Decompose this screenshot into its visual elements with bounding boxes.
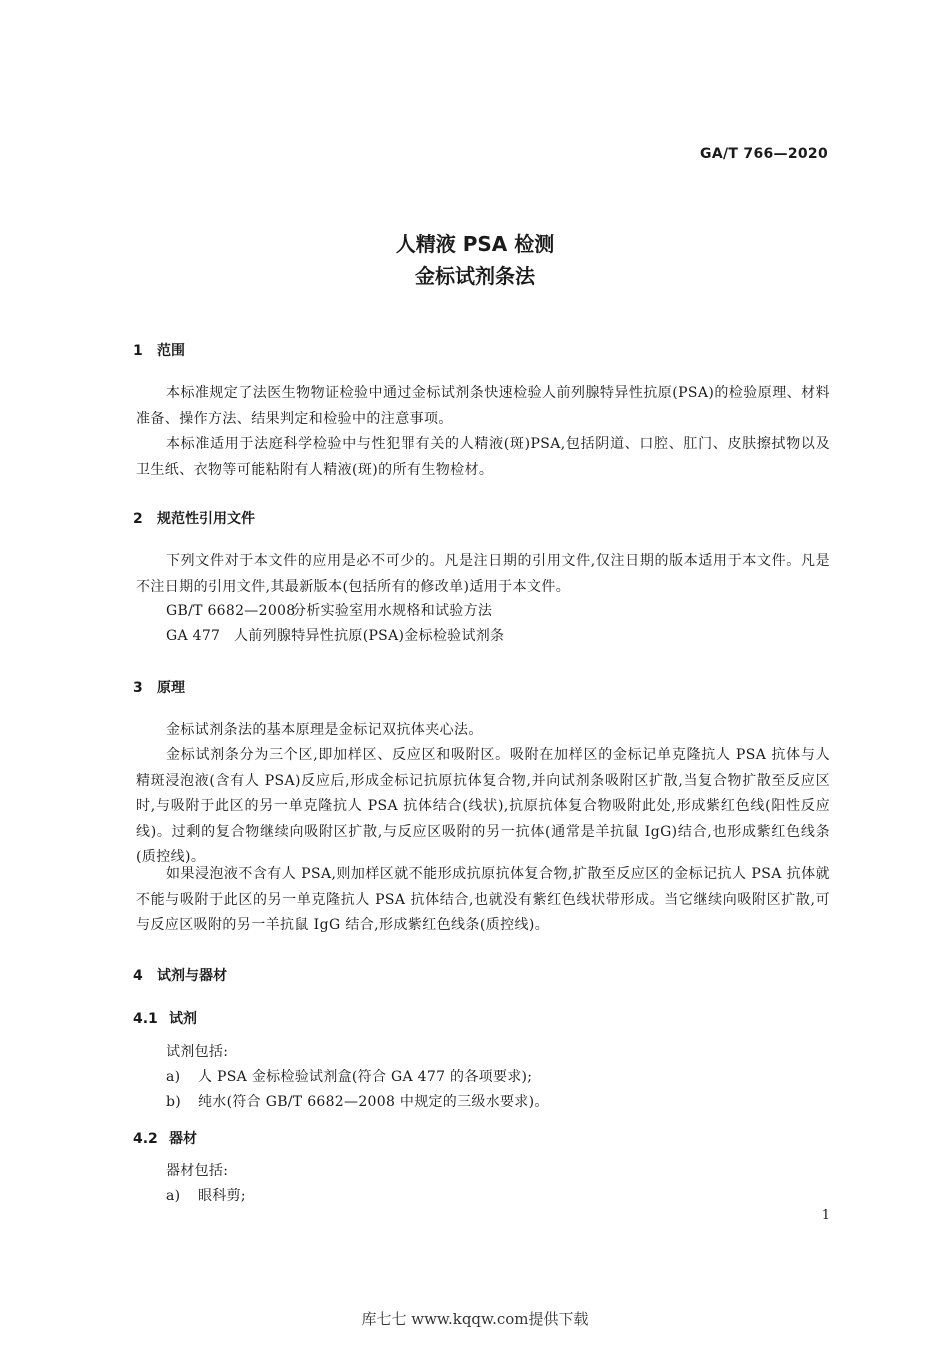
normative-reference <box>166 599 492 625</box>
list-marker: a) <box>166 1188 181 1204</box>
reference-code: GB/T 6682—2008 <box>166 603 296 619</box>
section-number: 3 <box>133 680 143 696</box>
section-number: 4 <box>133 968 143 984</box>
section-title: 试剂与器材 <box>157 968 227 984</box>
reference-code: GA 477 <box>166 628 221 644</box>
list-item <box>166 1090 549 1116</box>
section-1-heading <box>133 340 185 360</box>
list-item <box>166 1065 532 1091</box>
section-title: 范围 <box>157 343 185 359</box>
reference-title: 人前列腺特异性抗原(PSA)金标检验试剂条 <box>234 628 505 644</box>
page-number: 1 <box>821 1208 830 1223</box>
list-text: 人 PSA 金标检验试剂盒(符合 GA 477 的各项要求); <box>198 1069 533 1085</box>
reference-title: 分析实验室用水规格和试验方法 <box>292 603 493 619</box>
list-text: 纯水(符合 GB/T 6682—2008 中规定的三级水要求)。 <box>198 1094 549 1110</box>
section-title: 器材 <box>169 1131 197 1147</box>
list-marker: a) <box>166 1069 181 1085</box>
section-number: 2 <box>133 511 143 527</box>
download-footer: 库七七 www.kqqw.com提供下载 <box>361 1310 589 1328</box>
section-3-paragraph-3: 如果浸泡液不含有人 PSA,则加样区就不能形成抗原抗体复合物,扩散至反应区的金标记抗人 PSA 抗体就不能与吸附于此区的另一单克隆抗人 PSA 抗体结合,也就没有紫红色线状带形成。当它继续向吸附区扩散,可与反应区吸附的另一羊抗鼠 IgG 结合,形成紫红色线条(质控线)。 <box>136 866 830 933</box>
section-3-heading <box>133 677 185 697</box>
section-1-paragraph-1: 本标准规定了法医生物物证检验中通过金标试剂条快速检验人前列腺特异性抗原(PSA)的检验原理、材料准备、操作方法、结果判定和检验中的注意事项。 <box>136 385 830 427</box>
standard-code: GA/T 766—2020 <box>700 146 828 162</box>
section-title: 原理 <box>157 680 185 696</box>
section-2-paragraph-1: 下列文件对于本文件的应用是必不可少的。凡是注日期的引用文件,仅注日期的版本适用于本文件。凡是不注日期的引用文件,其最新版本(包括所有的修改单)适用于本文件。 <box>136 553 830 595</box>
section-4-2-heading <box>133 1128 197 1148</box>
list-intro: 试剂包括: <box>166 1044 229 1060</box>
section-number: 1 <box>133 343 143 359</box>
list-item <box>166 1184 246 1210</box>
section-3-paragraph-2: 金标试剂条分为三个区,即加样区、反应区和吸附区。吸附在加样区的金标记单克隆抗人 PSA 抗体与人精斑浸泡液(含有人 PSA)反应后,形成金标记抗原抗体复合物,并向试剂条吸附区扩散,当复合物扩散至反应区时,与吸附于此区的另一单克隆抗人 PSA 抗体结合(线状),抗原抗体复合物吸附此处,形成紫红色线(阳性反应线)。过剩的复合物继续向吸附区扩散,与反应区吸附的另一抗体(通常是羊抗鼠 IgG)结合,也形成紫红色线条(质控线)。 <box>136 747 830 865</box>
normative-reference <box>166 624 504 650</box>
document-title-line2: 金标试剂条法 <box>415 264 535 288</box>
list-marker: b) <box>166 1094 182 1110</box>
section-2-heading <box>133 508 255 528</box>
section-3-paragraph-1: 金标试剂条法的基本原理是金标记双抗体夹心法。 <box>166 722 483 738</box>
section-4-1-heading <box>133 1008 197 1028</box>
section-4-heading <box>133 965 227 985</box>
list-intro: 器材包括: <box>166 1163 229 1179</box>
section-1-paragraph-2: 本标准适用于法庭科学检验中与性犯罪有关的人精液(斑)PSA,包括阴道、口腔、肛门、皮肤擦拭物以及卫生纸、衣物等可能粘附有人精液(斑)的所有生物检材。 <box>136 436 830 478</box>
section-title: 规范性引用文件 <box>157 511 255 527</box>
section-title: 试剂 <box>169 1011 197 1027</box>
section-number: 4.1 <box>133 1011 158 1027</box>
section-number: 4.2 <box>133 1131 158 1147</box>
list-text: 眼科剪; <box>198 1188 246 1204</box>
document-title-line1: 人精液 PSA 检测 <box>395 232 555 256</box>
